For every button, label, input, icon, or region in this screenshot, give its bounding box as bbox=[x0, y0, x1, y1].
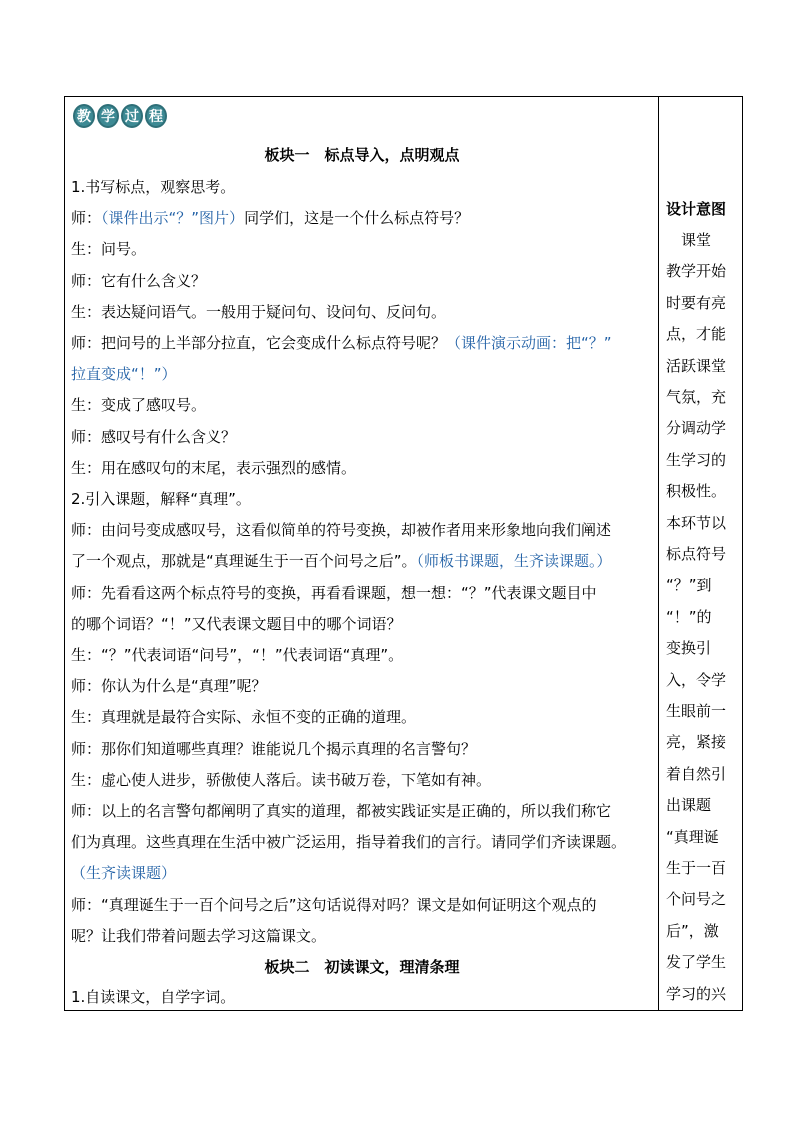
lesson-table bbox=[64, 96, 743, 1011]
line-text: 同学们，这是一个什么标点符号？ bbox=[244, 209, 470, 228]
stage-direction: （课件出示“？”图片） bbox=[101, 209, 245, 228]
line-text: 师：“真理诞生于一百个问号之后”这句话说得对吗？课文是如何证明这个观点的 bbox=[71, 895, 597, 914]
body-line bbox=[71, 832, 626, 852]
column-divider bbox=[658, 97, 659, 1010]
body-line bbox=[71, 895, 597, 915]
body-line bbox=[71, 520, 611, 540]
body-line bbox=[71, 302, 446, 322]
design-intent-line: 学习的兴 bbox=[666, 984, 727, 1003]
body-line: 1.自读课文，自学字词。 bbox=[71, 988, 236, 1006]
badge-char: 教 bbox=[73, 104, 95, 128]
design-intent-line: 亮，紧接 bbox=[666, 733, 727, 752]
body-line bbox=[71, 551, 612, 571]
body-line bbox=[71, 208, 469, 228]
design-intent-line: 本环节以 bbox=[666, 513, 727, 532]
line-text: 师：由问号变成感叹号，这看似简单的符号变换，却被作者用来形象地向我们阐述 bbox=[71, 521, 612, 540]
stage-direction: （课件演示动画：把“？” bbox=[446, 334, 612, 352]
design-intent-line: 着自然引 bbox=[666, 764, 727, 783]
line-text: 师：你认为什么是“真理”呢？ bbox=[71, 677, 267, 696]
line-text: 师： bbox=[71, 209, 102, 228]
line-text: 生：变成了感叹号。 bbox=[71, 396, 207, 415]
design-intent-line: 后”，激 bbox=[666, 921, 719, 940]
line-text: 1.书写标点，观察思考。 bbox=[71, 178, 236, 196]
design-intent-line: 时要有亮 bbox=[666, 293, 727, 312]
body-line bbox=[71, 458, 356, 478]
body-line bbox=[71, 364, 177, 384]
body-line bbox=[71, 926, 326, 946]
design-intent-line: “！”的 bbox=[666, 607, 712, 626]
design-intent-line: 气氛，充 bbox=[666, 388, 727, 406]
body-line bbox=[71, 583, 597, 603]
body-line bbox=[71, 177, 235, 197]
stage-direction: 拉直变成“！”） bbox=[71, 365, 177, 384]
body-line bbox=[71, 271, 206, 291]
body-line bbox=[71, 676, 267, 696]
line-text: 生：真理就是最符合实际、永恒不变的正确的道理。 bbox=[71, 708, 417, 727]
design-intent-column bbox=[664, 97, 739, 1010]
design-intent-line: 活跃课堂 bbox=[666, 356, 727, 375]
body-line bbox=[71, 333, 612, 353]
line-text: 生：问号。 bbox=[71, 240, 147, 259]
line-text: 师：那你们知道哪些真理？谁能说几个揭示真理的名言警句？ bbox=[71, 739, 477, 758]
body-line bbox=[71, 707, 416, 727]
design-intent-line: 变换引 bbox=[666, 639, 712, 658]
stage-direction: （生齐读课题） bbox=[71, 864, 177, 883]
body-line bbox=[71, 239, 146, 259]
body-line bbox=[71, 645, 403, 665]
design-intent-line: 入，令学 bbox=[666, 670, 727, 689]
body-line bbox=[71, 801, 611, 821]
design-intent-line: 课堂 bbox=[666, 231, 712, 249]
body-line bbox=[71, 739, 476, 759]
teaching-process-badge bbox=[73, 104, 167, 132]
line-text: 2.引入课题，解释“真理”。 bbox=[71, 490, 251, 508]
body-line bbox=[71, 427, 236, 447]
design-intent-line: 生眼前一 bbox=[666, 702, 727, 720]
design-intent-line: “真理诞 bbox=[666, 827, 719, 846]
design-intent-title: 设计意图 bbox=[666, 200, 727, 218]
badge-char: 程 bbox=[145, 104, 167, 128]
line-text: 生：用在感叹句的末尾，表示强烈的感情。 bbox=[71, 458, 357, 477]
line-text: 师：先看看这两个标点符号的变换，再看看课题，想一想：“？”代表课文题目中 bbox=[71, 583, 597, 602]
design-intent-line: 分调动学 bbox=[666, 419, 727, 438]
design-intent-line: 生学习的 bbox=[666, 450, 727, 469]
line-text: 生：表达疑问语气。一般用于疑问句、设问句、反问句。 bbox=[71, 302, 447, 321]
design-intent-line: 出课题 bbox=[666, 796, 712, 815]
design-intent-line: 标点符号 bbox=[666, 545, 727, 563]
line-text: 生：“？”代表词语“问号”，“！”代表词语“真理”。 bbox=[71, 646, 404, 664]
line-text: 呢？让我们带着问题去学习这篇课文。 bbox=[71, 926, 327, 945]
design-intent-line: 积极性。 bbox=[666, 482, 727, 501]
design-intent-line: 教学开始 bbox=[666, 262, 727, 281]
stage-direction: （师板书课题，生齐读课题。） bbox=[416, 552, 612, 571]
line-text: 师：把问号的上半部分拉直，它会变成什么标点符号呢？ bbox=[71, 334, 447, 352]
badge-char: 学 bbox=[97, 104, 119, 128]
design-intent-line: “？”到 bbox=[666, 576, 712, 595]
body-line bbox=[71, 614, 402, 634]
line-text: 了一个观点，那就是“真理诞生于一百个问号之后”。 bbox=[71, 552, 417, 571]
design-intent-line: 点，才能 bbox=[666, 325, 727, 344]
badge-char: 过 bbox=[121, 104, 143, 128]
line-text: 们为真理。这些真理在生活中被广泛运用，指导着我们的言行。请同学们齐读课题。 bbox=[71, 833, 627, 852]
teaching-process-column bbox=[71, 97, 653, 1010]
line-text: 师：感叹号有什么含义？ bbox=[71, 427, 237, 446]
design-intent-line: 发了学生 bbox=[666, 953, 727, 972]
body-line bbox=[71, 863, 176, 883]
line-text: 的哪个词语？“！”又代表课文题目中的哪个词语？ bbox=[71, 614, 402, 633]
section-2-title: 板块二 初读课文，理清条理 bbox=[264, 958, 460, 976]
line-text: 师：它有什么含义？ bbox=[71, 271, 207, 290]
line-text: 生：虚心使人进步，骄傲使人落后。读书破万卷，下笔如有神。 bbox=[71, 770, 492, 789]
body-line bbox=[71, 489, 251, 509]
line-text: 师：以上的名言警句都阐明了真实的道理，都被实践证实是正确的，所以我们称它 bbox=[71, 802, 612, 820]
design-intent-line: 生于一百 bbox=[666, 859, 727, 877]
section-1-title: 板块一 标点导入，点明观点 bbox=[264, 146, 460, 164]
body-line bbox=[71, 770, 491, 790]
design-intent-line: 个问号之 bbox=[666, 890, 727, 909]
body-line bbox=[71, 395, 206, 415]
